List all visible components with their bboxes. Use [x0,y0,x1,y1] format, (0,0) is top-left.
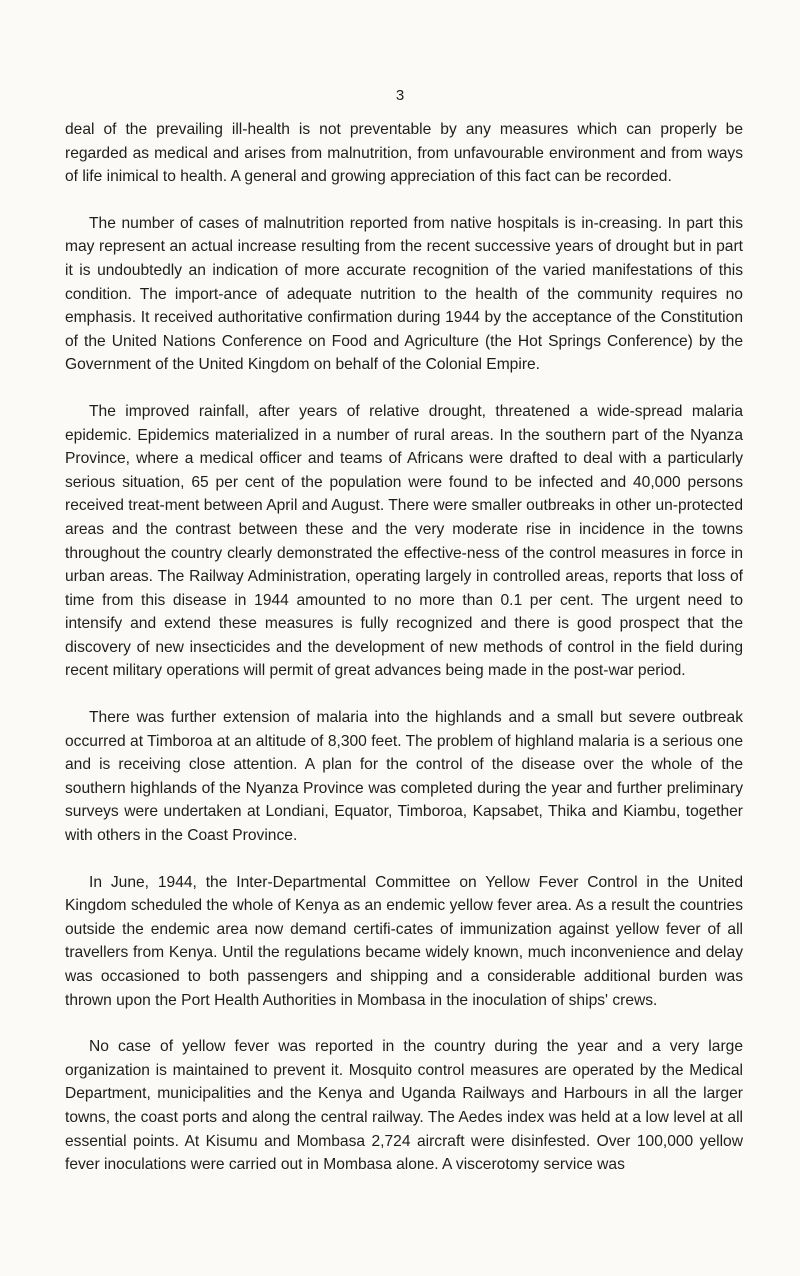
paragraph-malnutrition-cases: The number of cases of malnutrition reported from native hospitals is in-creasing. In part this may represent an actual increase resulting from the recent successive years of drought but in part it is undoubtedly an indication of more accurate recognition of the varied manifestations of this condition. The import-ance of adequate nutrition to the health of the community requires no emphasis. It received authoritative confirmation during 1944 by the acceptance of the Constitution of the United Nations Conference on Food and Agriculture (the Hot Springs Conference) by the Government of the United Kingdom on behalf of the Colonial Empire. [65,214,743,374]
body-text [65,118,743,1200]
paragraph-malaria-epidemic: The improved rainfall, after years of relative drought, threatened a wide-spread malaria epidemic. Epidemics materialized in a number of rural areas. In the southern part of the Nyanza Province, where a medical officer and teams of Africans were drafted to deal with a particularly serious situation, 65 per cent of the population were found to be infected and 40,000 persons received treat-ment between April and August. There were smaller outbreaks in other un-protected areas and the contrast between these and the very moderate rise in incidence in the towns throughout the country clearly demonstrated the effective-ness of the control measures in force in urban areas. The Railway Administration, operating largely in controlled areas, reports that loss of time from this disease in 1944 amounted to no more than 0.1 per cent. The urgent need to intensify and extend these measures is fully recognized and there is good prospect that the discovery of new insecticides and the development of new methods of control in the field during recent military operations will permit of great advances being made in the post-war period. [65,402,743,680]
paragraph-highland-malaria: There was further extension of malaria into the highlands and a small but severe outbreak occurred at Timboroa at an altitude of 8,300 feet. The problem of highland malaria is a serious one and is receiving close attention. A plan for the control of the disease over the whole of the southern highlands of the Nyanza Province was completed during the year and further preliminary surveys were undertaken at Londiani, Equator, Timboroa, Kapsabet, Thika and Kiambu, together with others in the Coast Province. [65,709,743,845]
page-number: 3 [395,87,405,104]
paragraph-yellow-fever-control: No case of yellow fever was reported in the country during the year and a very large organization is maintained to prevent it. Mosquito control measures are operated by the Medical Department, municipalities and the Kenya and Uganda Railways and Harbours in all the larger towns, the coast ports and along the central railway. The Aedes index was held at a low level at all essential points. At Kisumu and Mombasa 2,724 aircraft were disinfested. Over 100,000 yellow fever inoculations were carried out in Mombasa alone. A viscerotomy service was [65,1038,743,1174]
paragraph-malnutrition-intro: deal of the prevailing ill-health is not preventable by any measures which can properly be regarded as medical and arises from malnutrition, from unfavourable environment and from ways of life inimical to health. A general and growing appreciation of this fact can be recorded. [65,121,743,186]
paragraph-yellow-fever-committee: In June, 1944, the Inter-Departmental Committee on Yellow Fever Control in the United Kingdom scheduled the whole of Kenya as an endemic yellow fever area. As a result the countries outside the endemic area now demand certifi-cates of immunization against yellow fever of all travellers from Kenya. Until the regulations became widely known, much inconvenience and delay was occasioned to both passengers and shipping and a considerable additional burden was thrown upon the Port Health Authorities in Mombasa in the inoculation of ships' crews. [65,873,743,1009]
